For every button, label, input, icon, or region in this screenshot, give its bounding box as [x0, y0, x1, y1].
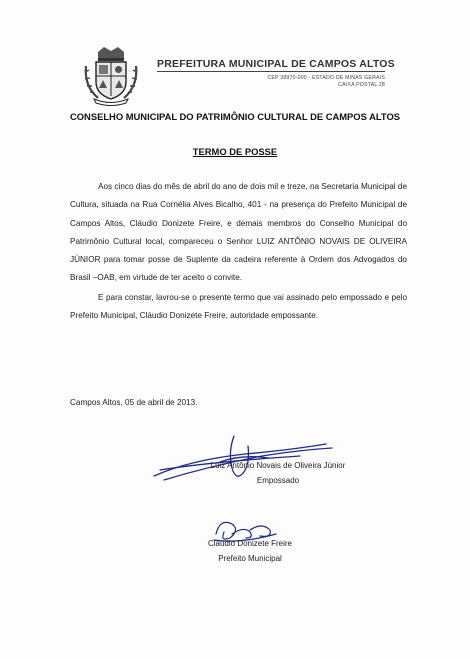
- letterhead-title: PREFEITURA MUNICIPAL DE CAMPOS ALTOS: [157, 58, 395, 70]
- letterhead-address: CEP 38970-000 - ESTADO DE MINAS GERAIS: [267, 75, 385, 81]
- coat-of-arms-icon: [80, 44, 142, 106]
- signatory-role: Empossado: [256, 476, 300, 485]
- signatory-name: Cláudio Donizete Freire: [207, 539, 293, 548]
- document-title: TERMO DE POSSE: [192, 146, 278, 157]
- council-heading: CONSELHO MUNICIPAL DO PATRIMÔNIO CULTURAL DE CAMPOS ALTOS: [69, 111, 401, 122]
- signatory-role: Prefeito Municipal: [218, 554, 282, 563]
- date-line: Campos Altos, 05 de abril de 2013.: [70, 398, 198, 407]
- document-body: [70, 178, 407, 325]
- signatory-name: Luiz Antônio Novais de Oliveira Júnior: [210, 461, 346, 470]
- letterhead-rule: [157, 71, 385, 72]
- body-paragraph: E para constar, lavrou-se o presente termo que vai assinado pelo empossado e pelo Prefeito Municipal, Cláudio Donizete Freire, autoridade empossante.: [70, 292, 407, 321]
- letterhead-po-box: CAIXA POSTAL 28: [338, 82, 385, 88]
- body-paragraph: Aos cinco dias do mês de abril do ano de dois mil e treze, na Secretaria Municipal de Cultura, situada na Rua Cornélia Alves Bicalho, 401 - na presença do Prefeito Municipal de Campos Altos, Cláudio Donizete Freire, e demais membros do Conselho Municipal do Patrimônio Cultural local, compareceu o Senhor LUIZ ANTÔNIO NOVAIS DE OLIVEIRA JÚNIOR para tomar posse de Suplente da cadeira referente à Ordem dos Advogados do Brasil –OAB, em virtude de ter aceito o convite.: [70, 182, 407, 283]
